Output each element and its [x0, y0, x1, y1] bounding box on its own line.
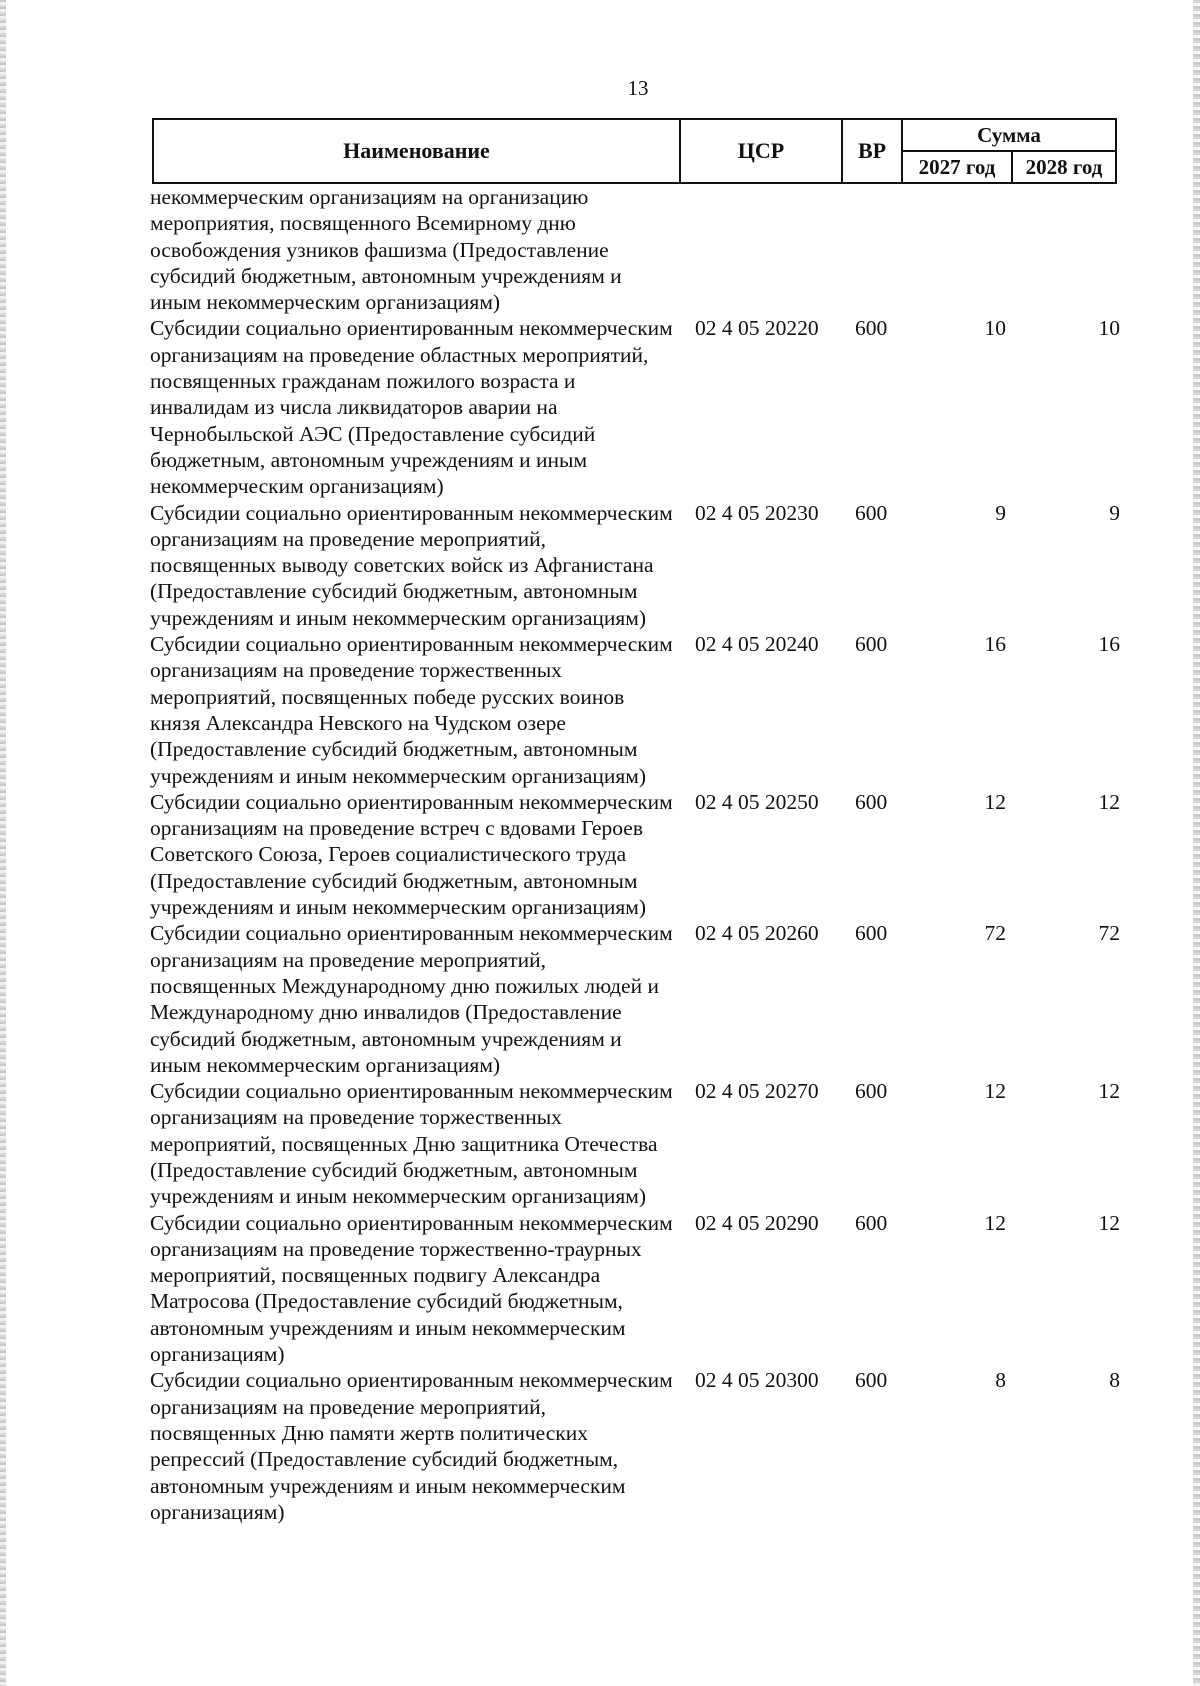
- row-vr: 600: [855, 1368, 888, 1393]
- row-sum-2027: 9: [995, 500, 1006, 525]
- row-csr: 02 4 05 20260: [695, 921, 819, 946]
- row-csr: 02 4 05 20230: [695, 500, 819, 525]
- row-csr: 02 4 05 20270: [695, 1079, 819, 1104]
- row-csr: 02 4 05 20240: [695, 632, 819, 657]
- row-sum-2027: 12: [984, 1079, 1006, 1104]
- row-name: некоммерческим организациям на организацию мероприятия, посвященного Всемирному дню освобождения узников фашизма (Предоставление субсидий бюджетным, автономным учреждениям и иным некоммерческим организациям): [150, 185, 622, 315]
- row-sum-2028: 12: [1098, 789, 1120, 814]
- row-vr: 600: [855, 316, 888, 341]
- table-row: [0, 920, 1200, 1078]
- row-vr: 600: [855, 1079, 888, 1104]
- row-name: Субсидии социально ориентированным некоммерческим организациям на проведение торжественных мероприятий, посвященных победе русских воинов князя Александра Невского на Чудском озере (Предоставление субсидий бюджетным, автономным учреждениям и иным некоммерческим организациям): [150, 632, 673, 788]
- row-csr: 02 4 05 20290: [695, 1210, 819, 1235]
- table-row: [0, 1078, 1200, 1209]
- table-header: [152, 118, 1117, 184]
- row-sum-2028: 12: [1098, 1079, 1120, 1104]
- row-vr: 600: [855, 789, 888, 814]
- row-sum-2027: 12: [984, 789, 1006, 814]
- row-vr: 600: [855, 632, 888, 657]
- page-number: 13: [627, 76, 649, 100]
- row-vr: 600: [855, 921, 888, 946]
- row-name: Субсидии социально ориентированным некоммерческим организациям на проведение областных мероприятий, посвященных гражданам пожилого возраста и инвалидам из числа ликвидаторов аварии на Чернобыльской АЭС (Предоставление субсидий бюджетным, автономным учреждениям и иным некоммерческим организациям): [150, 316, 673, 499]
- row-sum-2028: 12: [1098, 1210, 1120, 1235]
- table-row: [0, 631, 1200, 789]
- header-name: Наименование: [343, 138, 490, 163]
- row-name: Субсидии социально ориентированным некоммерческим организациям на проведение мероприятий, посвященных выводу советских войск из Афганистана (Предоставление субсидий бюджетным, автономным учреждениям и иным некоммерческим организациям): [150, 500, 673, 630]
- table-row: [0, 184, 1200, 315]
- row-sum-2028: 10: [1098, 316, 1120, 341]
- header-vr: ВР: [857, 138, 887, 163]
- table-row: [0, 315, 1200, 499]
- row-sum-2027: 16: [984, 632, 1006, 657]
- row-name: Субсидии социально ориентированным некоммерческим организациям на проведение мероприятий, посвященных Международному дню пожилых людей и Международному дню инвалидов (Предоставление субсидий бюджетным, автономным учреждениям и иным некоммерческим организациям): [150, 921, 673, 1077]
- row-name: Субсидии социально ориентированным некоммерческим организациям на проведение мероприятий, посвященных Дню памяти жертв политических репрессий (Предоставление субсидий бюджетным, автономным учреждениям и иным некоммерческим организациям): [150, 1368, 673, 1524]
- row-sum-2028: 72: [1098, 921, 1120, 946]
- table-row: [0, 1210, 1200, 1368]
- table-row: [0, 500, 1200, 631]
- row-sum-2028: 9: [1109, 500, 1120, 525]
- row-vr: 600: [855, 1210, 888, 1235]
- row-vr: 600: [855, 500, 888, 525]
- row-sum-2027: 8: [995, 1368, 1006, 1393]
- row-name: Субсидии социально ориентированным некоммерческим организациям на проведение встреч с вдовами Героев Советского Союза, Героев социалистического труда (Предоставление субсидий бюджетным, автономным учреждениям и иным некоммерческим организациям): [150, 789, 673, 920]
- row-sum-2027: 72: [984, 921, 1006, 946]
- row-csr: 02 4 05 20220: [695, 316, 819, 341]
- row-sum-2028: 8: [1109, 1368, 1120, 1393]
- header-year-2028: 2028 год: [1025, 154, 1103, 179]
- row-sum-2027: 12: [984, 1210, 1006, 1235]
- row-name: Субсидии социально ориентированным некоммерческим организациям на проведение торжественных мероприятий, посвященных Дню защитника Отечества (Предоставление субсидий бюджетным, автономным учреждениям и иным некоммерческим организациям): [150, 1079, 673, 1209]
- table-row: [0, 789, 1200, 920]
- row-sum-2027: 10: [984, 316, 1006, 341]
- header-sum: Сумма: [977, 122, 1041, 147]
- row-sum-2028: 16: [1098, 632, 1120, 657]
- header-csr: ЦСР: [737, 138, 785, 163]
- table-body: [0, 184, 1200, 1525]
- header-year-2027: 2027 год: [918, 154, 996, 179]
- row-csr: 02 4 05 20300: [695, 1368, 819, 1393]
- row-csr: 02 4 05 20250: [695, 789, 819, 814]
- table-row: [0, 1367, 1200, 1525]
- row-name: Субсидии социально ориентированным некоммерческим организациям на проведение торжественно-траурных мероприятий, посвященных подвигу Александра Матросова (Предоставление субсидий бюджетным, автономным учреждениям и иным некоммерческим организациям): [150, 1210, 673, 1367]
